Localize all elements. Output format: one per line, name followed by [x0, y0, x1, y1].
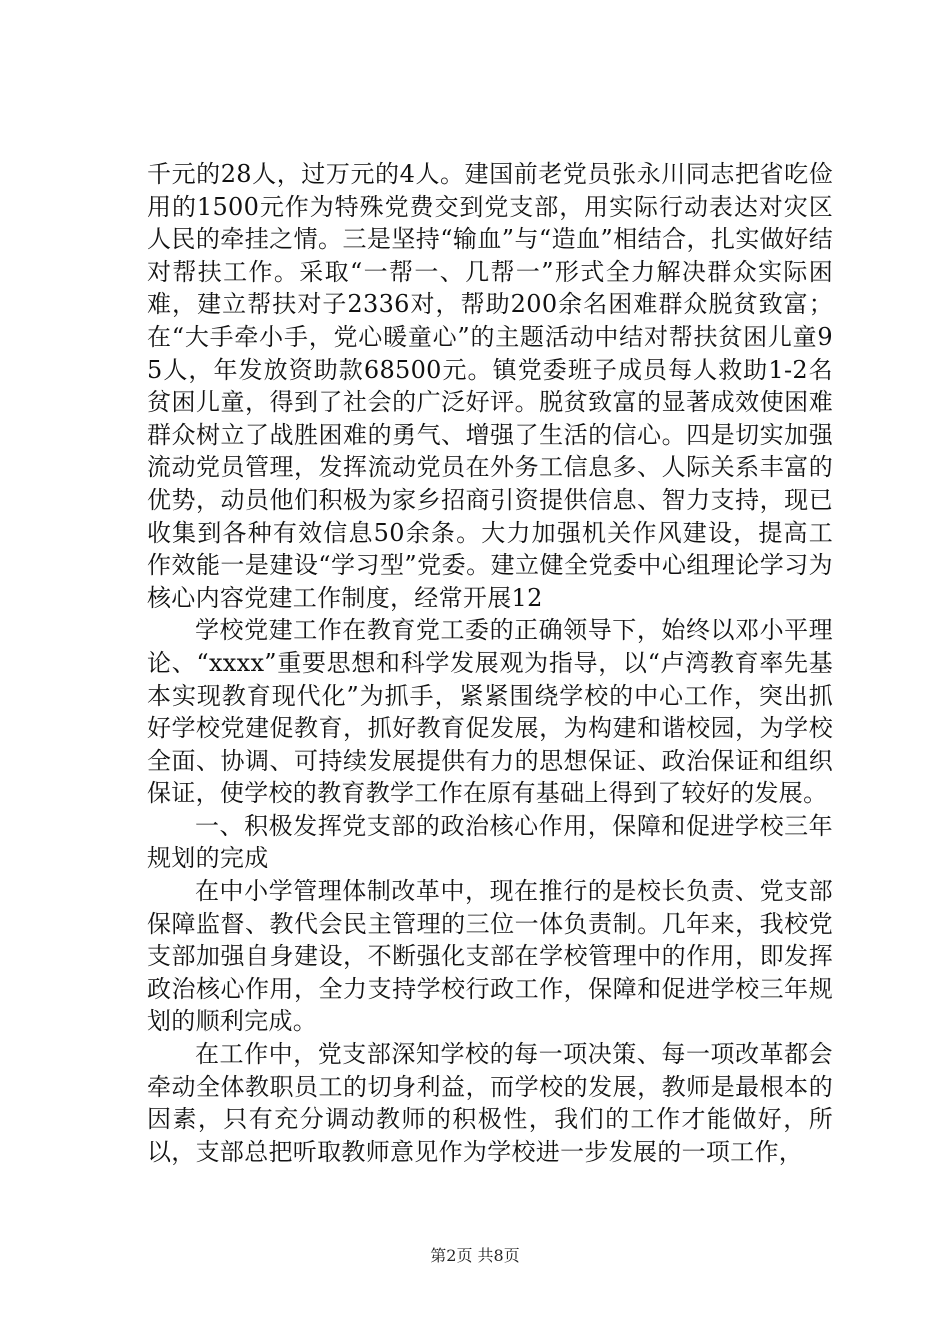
document-body [147, 158, 833, 1168]
section-heading-one: 一、积极发挥党支部的政治核心作用，保障和促进学校三年规划的完成 [147, 811, 833, 873]
paragraph-management-reform: 在中小学管理体制改革中，现在推行的是校长负责、党支部保障监督、教代会民主管理的三位一体负责制。几年来，我校党支部加强自身建设，不断强化支部在学校管理中的作用，即发挥政治核心作用，全力支持学校行政工作，保障和促进学校三年规划的顺利完成。 [147, 877, 833, 1036]
paragraph-teacher-opinions: 在工作中，党支部深知学校的每一项决策、每一项改革都会牵动全体教职员工的切身利益，而学校的发展，教师是最根本的因素，只有充分调动教师的积极性，我们的工作才能做好，所以，支部总把听取教师意见作为学校进一步发展的一项工作， [147, 1040, 833, 1166]
paragraph-continuation: 千元的28人，过万元的4人。建国前老党员张永川同志把省吃俭用的1500元作为特殊党费交到党支部，用实际行动表达对灾区人民的牵挂之情。三是坚持“输血”与“造血”相结合，扎实做好结对帮扶工作。采取“一帮一、几帮一”形式全力解决群众实际困难，建立帮扶对子2336对，帮助200余名困难群众脱贫致富；在“大手牵小手，党心暖童心”的主题活动中结对帮扶贫困儿童95人，年发放资助款68500元。镇党委班子成员每人救助1-2名贫困儿童，得到了社会的广泛好评。脱贫致富的显著成效使困难群众树立了战胜困难的勇气、增强了生活的信心。四是切实加强流动党员管理，发挥流动党员在外务工信息多、人际关系丰富的优势，动员他们积极为家乡招商引资提供信息、智力支持，现已收集到各种有效信息50余条。大力加强机关作风建设，提高工作效能一是建设“学习型”党委。建立健全党委中心组理论学习为核心内容党建工作制度，经常开展12 [147, 160, 833, 612]
paragraph-school-party-work: 学校党建工作在教育党工委的正确领导下，始终以邓小平理论、“xxxx”重要思想和科学发展观为指导，以“卢湾教育率先基本实现教育现代化”为抓手，紧紧围绕学校的中心工作，突出抓好学校党建促教育，抓好教育促发展，为构建和谐校园，为学校全面、协调、可持续发展提供有力的思想保证、政治保证和组织保证，使学校的教育教学工作在原有基础上得到了较好的发展。 [147, 616, 833, 808]
page-number-footer: 第2页 共8页 [430, 1246, 520, 1265]
